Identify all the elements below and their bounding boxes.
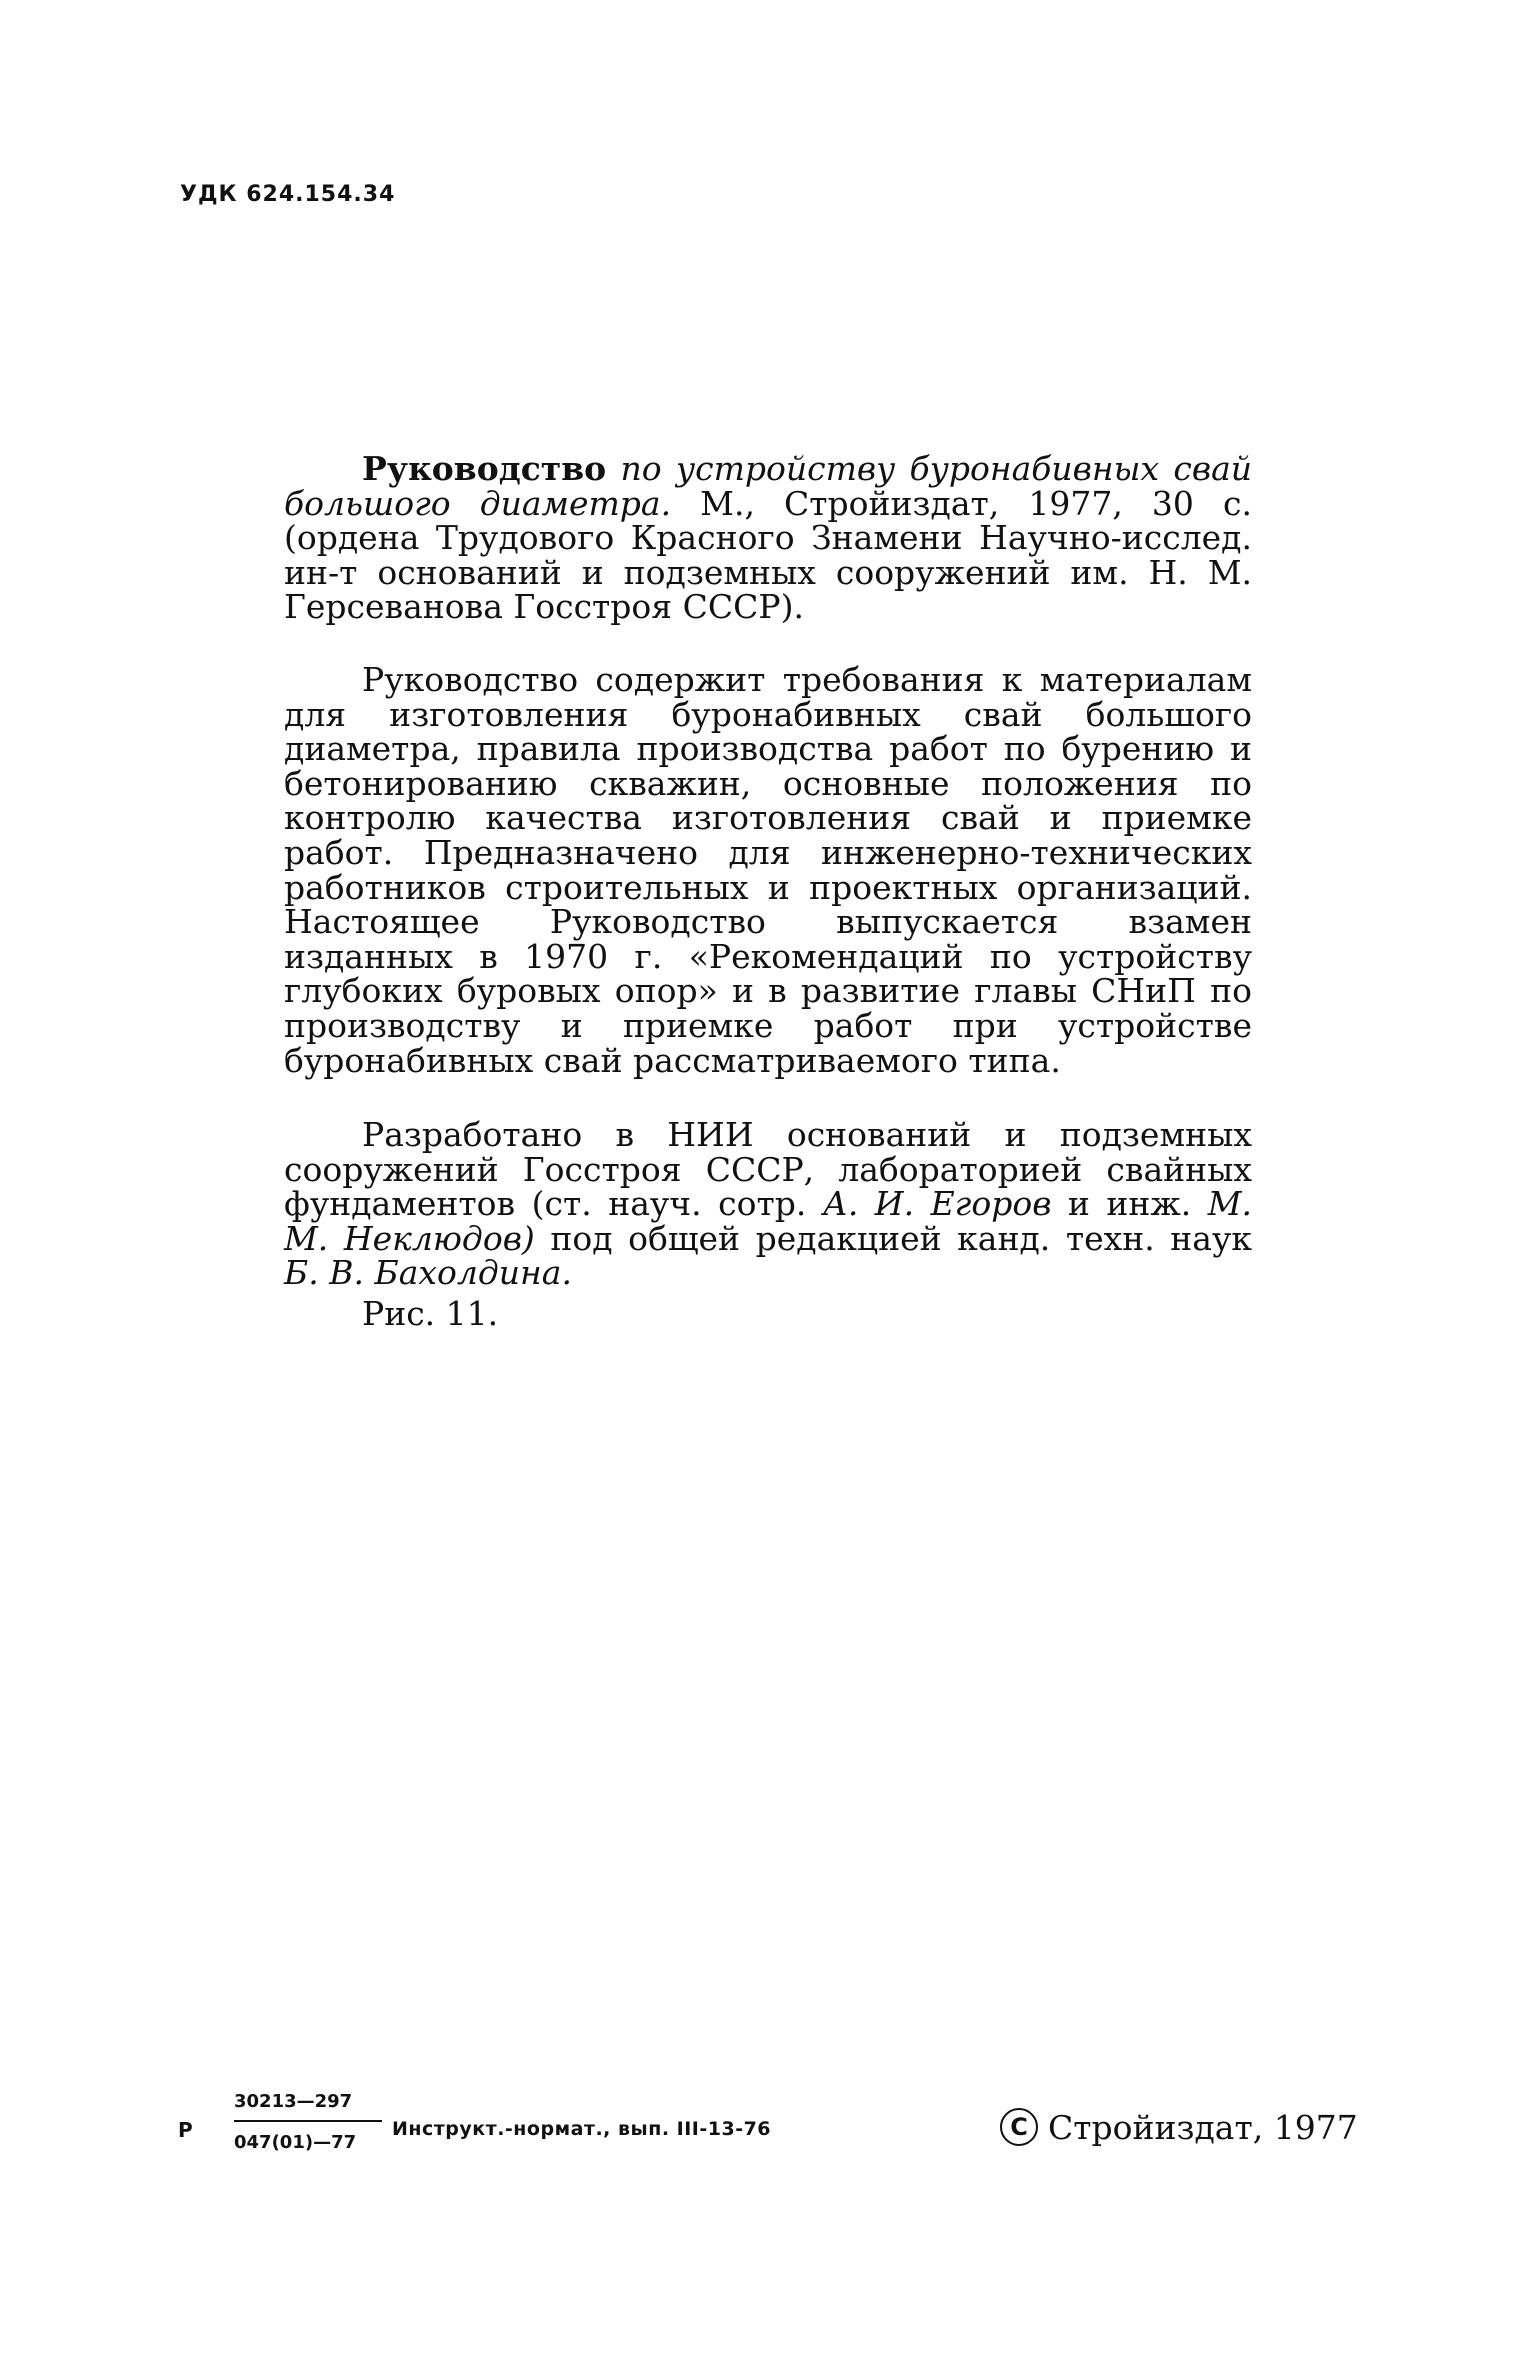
abstract-paragraph <box>284 660 1252 1080</box>
figures-count: Рис. 11. <box>362 1294 499 1333</box>
copyright-icon: С <box>1000 2108 1038 2146</box>
bibliographic-description <box>284 449 1252 627</box>
publication-code-denominator: 047(01)—77 <box>234 2132 357 2153</box>
book-title: по устройству буронабивных свай большого диаметра. <box>284 449 1252 523</box>
copyright <box>1000 2108 1358 2147</box>
credits-paragraph <box>284 1115 1253 1293</box>
udk-code: УДК 624.154.34 <box>180 182 396 207</box>
credits-text-2: и инж. <box>1051 1184 1208 1224</box>
series-info: Инструкт.-нормат., вып. III-13-76 <box>392 2118 772 2140</box>
book-title-bold: Руководство <box>362 449 607 488</box>
credits-text-1: Разработано в НИИ оснований и подземных сооружений Госстроя СССР, лабораторией свайных фундаментов (ст. науч. сотр. <box>284 1115 1252 1224</box>
imprint: М., Стройиздат, 1977, 30 с. (ордена Трудового Красного Знамени Научно-исслед. ин-т оснований и подземных сооружений им. Н. М. Герсеванова Госстроя СССР). <box>284 483 1252 627</box>
author-egorov: А. И. Егоров <box>822 1184 1052 1224</box>
editor-bakholdin: Б. В. Бахолдина. <box>284 1253 572 1293</box>
footer-letter: Р <box>178 2118 193 2142</box>
credits-text-3: под общей редакцией канд. техн. наук <box>534 1218 1253 1258</box>
copyright-text: Стройиздат, 1977 <box>1048 2108 1358 2147</box>
publication-code-numerator: 30213—297 <box>234 2091 382 2122</box>
abstract-text: Руководство содержит требования к материалам для изготовления буронабивных свай большого диаметра, правила производства работ по бурению и бетонированию скважин, основные положения по контролю качества изготовления свай и приемке работ. Предназначено для инженерно-технических работников строительных и проектных организаций. Настоящее Руководство выпускается взамен изданных в 1970 г. «Рекомендаций по устройству глубоких буровых опор» и в развитие главы СНиП по производству и приемке работ при устройстве буронабивных свай рассматриваемого типа. <box>284 660 1252 1080</box>
author-nekludov: М. М. Неклюдов) <box>284 1184 1252 1258</box>
publication-code <box>234 2091 382 2153</box>
